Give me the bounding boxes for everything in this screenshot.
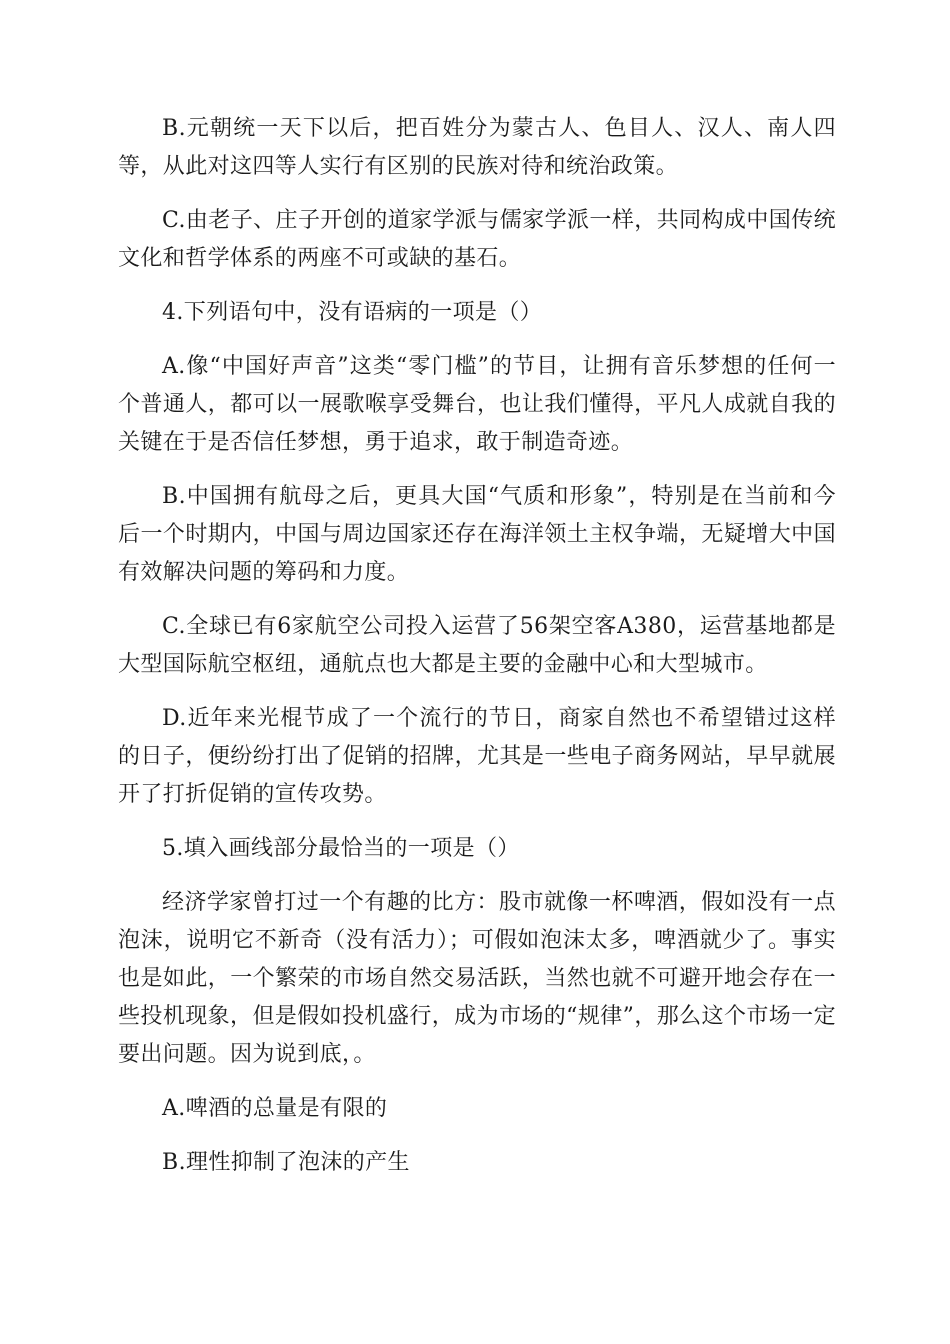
- question-4-option-a: A.像“中国好声音”这类“零门槛”的节目，让拥有音乐梦想的任何一个普通人，都可以一展歌喉享受舞台，也让我们懂得，平凡人成就自我的关键在于是否信任梦想，勇于追求，敢于制造奇迹。: [118, 354, 836, 455]
- question-4-option-d: D.近年来光棍节成了一个流行的节日，商家自然也不希望错过这样的日子，便纷纷打出了促销的招牌，尤其是一些电子商务网站，早早就展开了打折促销的宣传攻势。: [118, 706, 836, 807]
- question-5-passage: 经济学家曾打过一个有趣的比方：股市就像一杯啤酒，假如没有一点泡沫，说明它不新奇（没有活力）；可假如泡沫太多，啤酒就少了。事实也是如此，一个繁荣的市场自然交易活跃，当然也就不可避开地会存在一些投机现象，但是假如投机盛行，成为市场的“规律”，那么这个市场一定要出问题。因为说到底，。: [118, 890, 836, 1067]
- option-b-yuan-dynasty: B.元朝统一天下以后，把百姓分为蒙古人、色目人、汉人、南人四等，从此对这四等人实行有区别的民族对待和统治政策。: [118, 116, 836, 179]
- document-body: [118, 110, 836, 1198]
- question-5-option-a: A.啤酒的总量是有限的: [162, 1096, 388, 1121]
- question-5-stem: 5.填入画线部分最恰当的一项是（）: [162, 836, 520, 861]
- option-c-taoism: C.由老子、庄子开创的道家学派与儒家学派一样，共同构成中国传统文化和哲学体系的两座不可或缺的基石。: [118, 208, 836, 271]
- question-4-option-c: C.全球已有6家航空公司投入运营了56架空客A380，运营基地都是大型国际航空枢纽，通航点也大都是主要的金融中心和大型城市。: [118, 614, 836, 677]
- question-4-stem: 4.下列语句中，没有语病的一项是（）: [162, 300, 543, 325]
- question-4-option-b: B.中国拥有航母之后，更具大国“气质和形象”，特别是在当前和今后一个时期内，中国与周边国家还存在海洋领土主权争端，无疑增大中国有效解决问题的筹码和力度。: [118, 484, 836, 585]
- question-5-option-b: B.理性抑制了泡沫的产生: [162, 1150, 410, 1175]
